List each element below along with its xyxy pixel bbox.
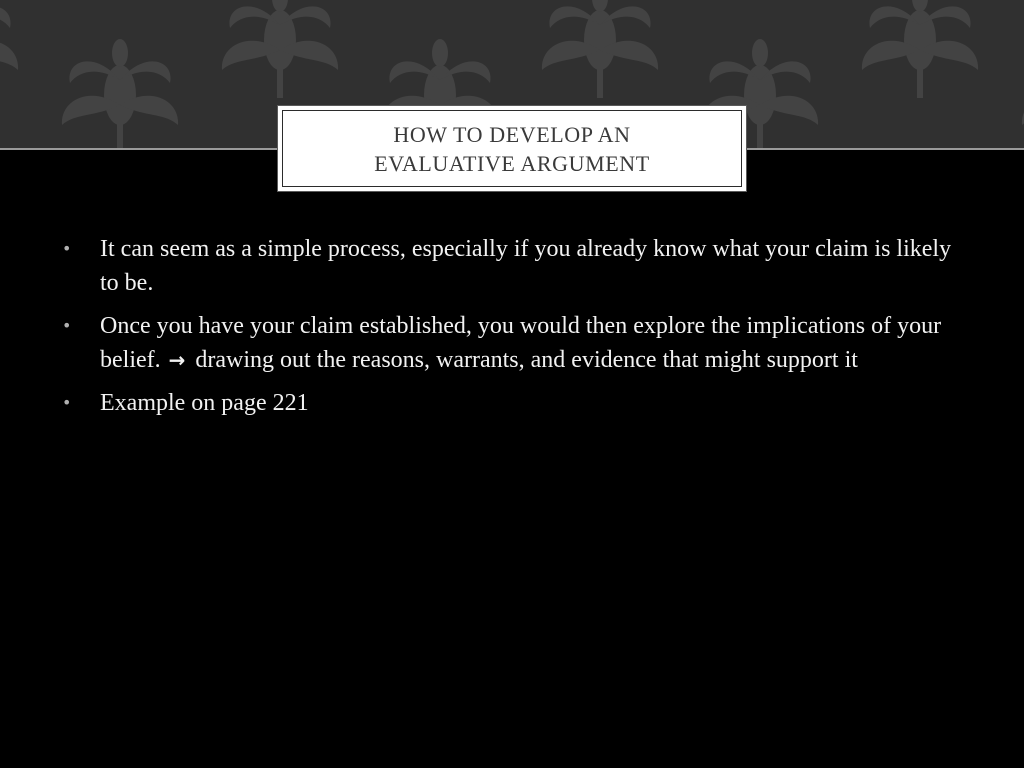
damask-motif [222,0,338,98]
bullet-list [62,232,962,429]
bullet-dot: • [62,316,72,335]
damask-motif [542,0,658,98]
bullet-dot: • [62,393,72,412]
bullet-dot: • [62,239,72,258]
bullet-text-after-arrow: drawing out the reasons, warrants, and evidence that might support it [195,347,858,373]
bullet-text: It can seem as a simple process, especially if you already know what your claim is likely to be. [100,236,952,296]
right-arrow-icon: → [168,348,186,372]
bullet-item-1 [62,232,962,300]
bullet-text-before-arrow: Once you have your claim established, you would then explore the implications of your belief. [100,313,942,373]
bullet-item-3 [62,386,962,420]
title-frame [282,110,742,187]
slide-title: HOW TO DEVELOP AN EVALUATIVE ARGUMENT [374,121,650,176]
damask-motif [862,0,978,98]
bullet-item-2 [62,309,962,377]
damask-motif [0,0,18,98]
title-box [277,105,747,192]
bullet-text: Example on page 221 [100,390,309,416]
damask-motif [62,39,178,149]
